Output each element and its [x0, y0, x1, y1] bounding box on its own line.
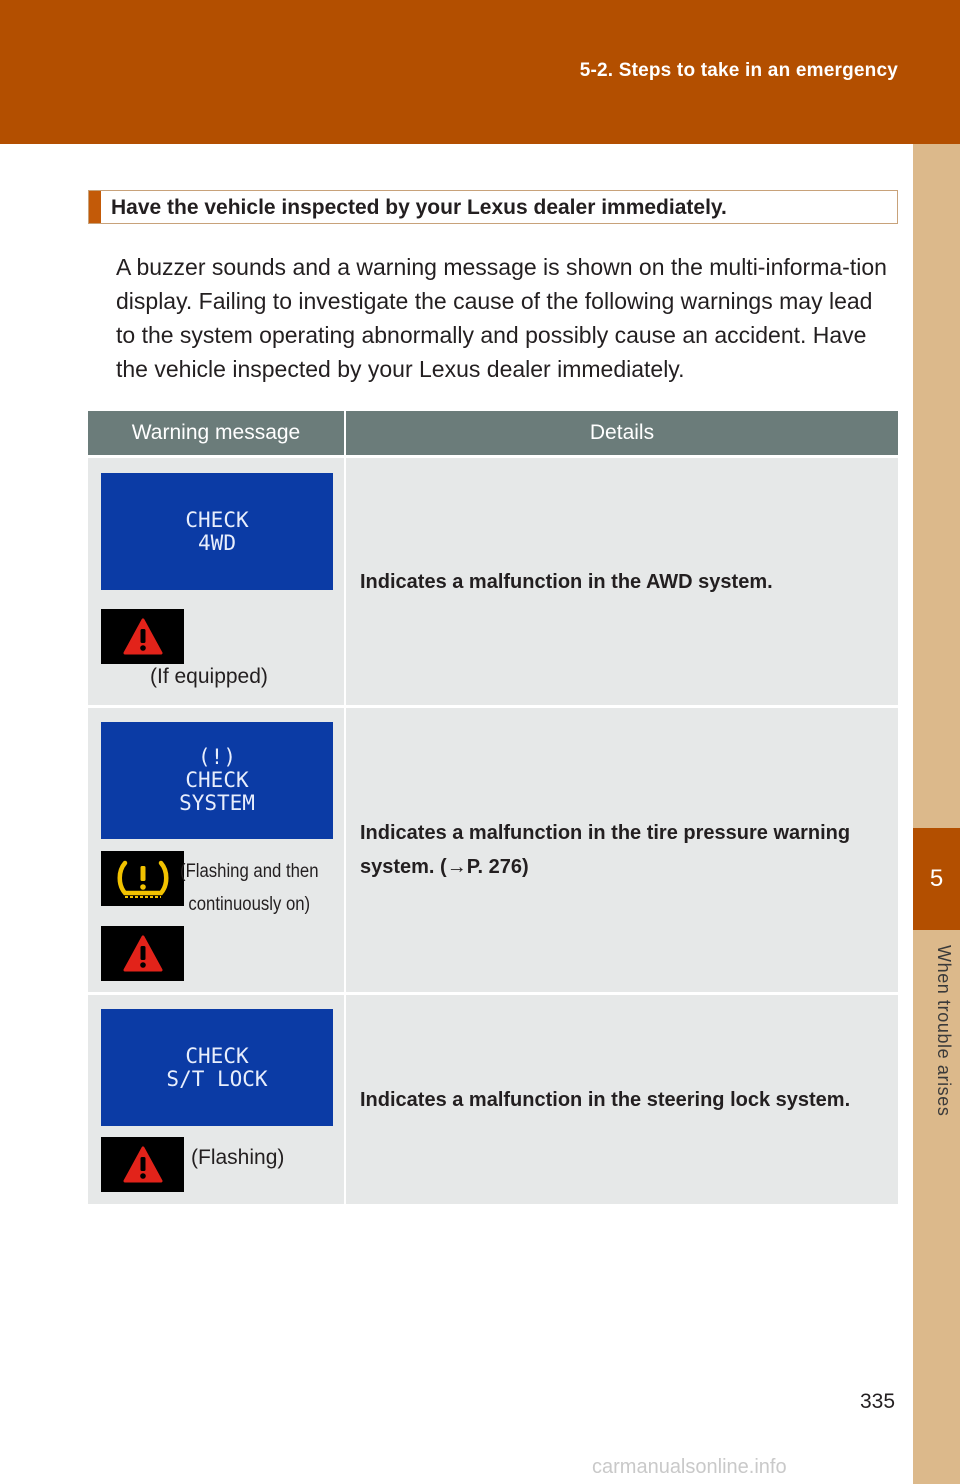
master-warning-lamp	[101, 1137, 184, 1192]
heading-text: Have the vehicle inspected by your Lexus dealer immediately.	[111, 196, 727, 219]
col-header-message: Warning message	[88, 411, 345, 457]
chapter-title: When trouble arises	[934, 945, 954, 1117]
details-cell	[345, 707, 898, 994]
warning-triangle-icon	[123, 1146, 163, 1184]
intro-paragraph: A buzzer sounds and a warning message is shown on the multi-informa-tion display. Failing to investigate the cause of the following warnings may lead to the system operating abnormally and possibly cause an accident. Have the vehicle inspected by your Lexus dealer immediately.	[116, 254, 887, 382]
message-cell	[88, 707, 345, 994]
details-cell: Indicates a malfunction in the AWD system.	[345, 457, 898, 707]
master-warning-lamp	[101, 609, 184, 664]
header-bar	[0, 0, 960, 144]
master-warning-lamp	[101, 926, 184, 981]
table-row	[88, 707, 898, 994]
screen-tpms-symbol: (!)	[198, 745, 236, 769]
warning-table	[88, 411, 898, 1204]
note-if-equipped: (If equipped)	[150, 665, 268, 688]
note-line: continuously on)	[188, 894, 311, 915]
side-tab	[913, 144, 960, 1484]
section-header: 5-2. Steps to take in an emergency	[579, 60, 898, 81]
message-cell	[88, 994, 345, 1205]
section-heading	[88, 190, 898, 224]
table-row	[88, 994, 898, 1205]
page-number: 335	[860, 1390, 896, 1413]
warning-triangle-icon	[123, 935, 163, 973]
tpms-warning-lamp	[101, 851, 184, 906]
display-screen-check-4wd	[101, 473, 333, 590]
table-header-row	[88, 411, 898, 457]
screen-line: CHECK	[185, 507, 249, 532]
warning-triangle-icon	[123, 618, 163, 656]
details-cell: Indicates a malfunction in the steering lock system.	[345, 994, 898, 1205]
tire-pressure-icon	[115, 857, 171, 901]
watermark[interactable]: carmanualsonline.info	[592, 1456, 787, 1478]
note-line: (Flashing and then	[180, 861, 319, 882]
note-flashing: (Flashing)	[191, 1146, 285, 1169]
note-flashing-continuous	[180, 855, 319, 921]
heading-accent	[89, 191, 101, 223]
details-line: system. (→P. 276)	[360, 856, 529, 878]
details-line: Indicates a malfunction in the tire pressure warning	[360, 822, 851, 844]
screen-line: 4WD	[198, 530, 236, 555]
display-screen-check-st-lock	[101, 1009, 333, 1126]
screen-line: CHECK	[185, 1043, 249, 1068]
screen-line: CHECK	[185, 768, 249, 792]
screen-line: S/T LOCK	[166, 1066, 268, 1091]
screen-line: SYSTEM	[179, 791, 255, 815]
table-row	[88, 457, 898, 707]
display-screen-check-system	[101, 722, 333, 839]
chapter-number[interactable]: 5	[913, 828, 960, 930]
col-header-details: Details	[345, 411, 898, 457]
message-cell	[88, 457, 345, 707]
